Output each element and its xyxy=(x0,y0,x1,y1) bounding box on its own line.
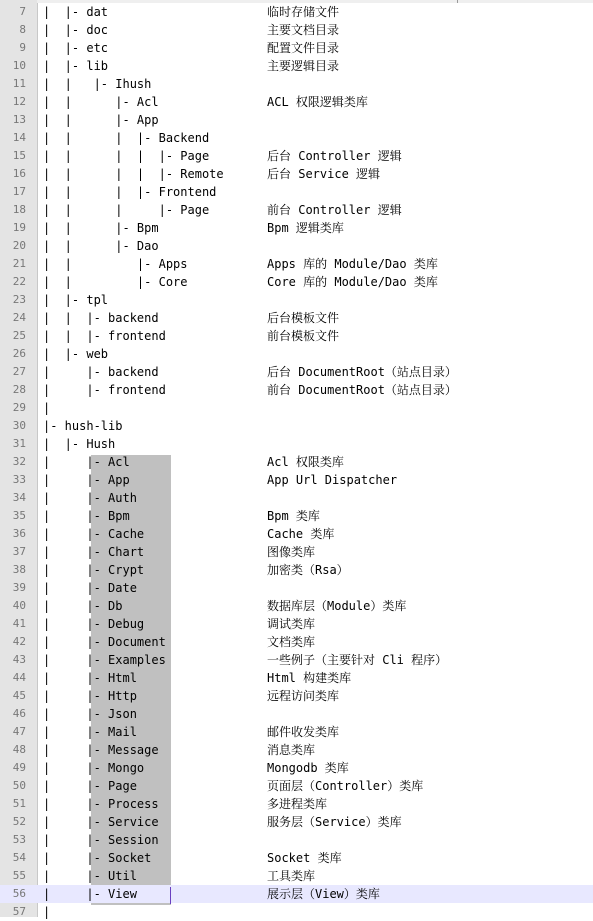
description-text: Core 库的 Module/Dao 类库 xyxy=(267,275,438,289)
line-number: 43 xyxy=(12,653,26,666)
line-number: 23 xyxy=(12,293,26,306)
line-number: 28 xyxy=(12,383,26,396)
editor-line[interactable] xyxy=(0,93,593,111)
editor-line[interactable] xyxy=(0,561,593,579)
description-text: 远程访问类库 xyxy=(267,689,340,703)
description-text: 后台模板文件 xyxy=(267,311,340,325)
tree-path-text: | |- backend xyxy=(43,365,159,379)
editor-line[interactable] xyxy=(0,525,593,543)
editor-line[interactable] xyxy=(0,903,593,921)
line-number: 14 xyxy=(12,131,26,144)
line-number: 49 xyxy=(12,761,26,774)
tree-path-text: | |- Html xyxy=(43,671,137,685)
description-text: 后台 Controller 逻辑 xyxy=(267,149,402,163)
line-number: 9 xyxy=(19,41,26,54)
editor-line[interactable] xyxy=(0,831,593,849)
description-text: 主要逻辑目录 xyxy=(267,59,340,73)
line-number: 13 xyxy=(12,113,26,126)
line-number: 7 xyxy=(19,5,26,18)
tree-path-text: | | |- Dao xyxy=(43,239,159,253)
description-text: 后台 Service 逻辑 xyxy=(267,167,381,181)
description-text: 后台 DocumentRoot（站点目录） xyxy=(267,365,457,379)
description-text: Socket 类库 xyxy=(267,851,342,865)
editor-line[interactable] xyxy=(0,813,593,831)
tree-path-text: | |- View xyxy=(43,887,137,901)
description-text: 多进程类库 xyxy=(267,797,328,811)
editor-line[interactable] xyxy=(0,21,593,39)
line-number: 40 xyxy=(12,599,26,612)
editor-line[interactable] xyxy=(0,795,593,813)
editor-line[interactable] xyxy=(0,507,593,525)
description-text: 服务层（Service）类库 xyxy=(267,815,402,829)
description-text: 展示层（View）类库 xyxy=(267,887,380,901)
tree-path-text: | | |- Core xyxy=(43,275,188,289)
editor-line[interactable] xyxy=(0,777,593,795)
tree-path-text: | | |- Bpm xyxy=(43,221,159,235)
tree-path-text: | |- Hush xyxy=(43,437,116,451)
description-text: 主要文档目录 xyxy=(267,23,340,37)
line-number: 52 xyxy=(12,815,26,828)
tree-path-text: | |- Examples xyxy=(43,653,166,667)
editor-line[interactable] xyxy=(0,417,593,435)
editor-line[interactable] xyxy=(0,309,593,327)
description-text: 消息类库 xyxy=(267,743,316,757)
description-text: Mongodb 类库 xyxy=(267,761,349,775)
tree-path-text: | |- Debug xyxy=(43,617,145,631)
line-number: 10 xyxy=(12,59,26,72)
description-text: Acl 权限类库 xyxy=(267,455,344,469)
line-number: 27 xyxy=(12,365,26,378)
line-number: 29 xyxy=(12,401,26,414)
line-number: 56 xyxy=(12,887,26,900)
editor-line[interactable] xyxy=(0,273,593,291)
description-text: Apps 库的 Module/Dao 类库 xyxy=(267,257,438,271)
tree-path-text: | | |- App xyxy=(43,113,159,127)
editor-line[interactable] xyxy=(0,291,593,309)
line-number: 45 xyxy=(12,689,26,702)
tree-path-text: | | | | |- Page xyxy=(43,149,210,163)
line-number: 17 xyxy=(12,185,26,198)
line-number: 20 xyxy=(12,239,26,252)
description-text: 数据库层（Module）类库 xyxy=(267,599,407,613)
description-text: 加密类（Rsa） xyxy=(267,563,349,577)
description-text: 前台 Controller 逻辑 xyxy=(267,203,402,217)
line-number: 41 xyxy=(12,617,26,630)
tree-path-text: | xyxy=(43,401,51,415)
editor-line[interactable] xyxy=(0,363,593,381)
editor-line[interactable] xyxy=(0,615,593,633)
editor-line[interactable] xyxy=(0,345,593,363)
line-number: 24 xyxy=(12,311,26,324)
line-number: 33 xyxy=(12,473,26,486)
tree-path-text: | |- etc xyxy=(43,41,109,55)
description-text: 文档类库 xyxy=(267,635,316,649)
editor-line[interactable] xyxy=(0,489,593,507)
editor-line[interactable] xyxy=(0,741,593,759)
editor-line[interactable] xyxy=(0,3,593,21)
line-number: 57 xyxy=(12,905,26,918)
line-number: 18 xyxy=(12,203,26,216)
line-number: 30 xyxy=(12,419,26,432)
tree-path-text: | | |- backend xyxy=(43,311,159,325)
line-number: 34 xyxy=(12,491,26,504)
editor-line[interactable] xyxy=(0,669,593,687)
line-number: 42 xyxy=(12,635,26,648)
line-number: 37 xyxy=(12,545,26,558)
line-number: 51 xyxy=(12,797,26,810)
editor-line[interactable] xyxy=(0,255,593,273)
line-number: 19 xyxy=(12,221,26,234)
editor-line[interactable] xyxy=(0,111,593,129)
tree-path-text: | | | |- Page xyxy=(43,203,210,217)
description-text: 临时存储文件 xyxy=(267,5,340,19)
tree-path-text: | |- Cache xyxy=(43,527,145,541)
tree-path-text: | |- web xyxy=(43,347,109,361)
tree-path-text: | |- doc xyxy=(43,23,109,37)
line-number: 54 xyxy=(12,851,26,864)
editor-line[interactable] xyxy=(0,75,593,93)
line-number: 25 xyxy=(12,329,26,342)
tree-path-text: | |- dat xyxy=(43,5,109,19)
line-number: 31 xyxy=(12,437,26,450)
tree-path-text: | |- Db xyxy=(43,599,123,613)
editor-line[interactable] xyxy=(0,885,593,903)
editor-line[interactable] xyxy=(0,183,593,201)
description-text: 配置文件目录 xyxy=(267,41,340,55)
tree-path-text: | |- Date xyxy=(43,581,137,595)
line-number: 53 xyxy=(12,833,26,846)
description-text: Cache 类库 xyxy=(267,527,335,541)
editor-line[interactable] xyxy=(0,237,593,255)
description-text: 前台模板文件 xyxy=(267,329,340,343)
tree-path-text: | |- lib xyxy=(43,59,109,73)
tree-path-text: | | |- frontend xyxy=(43,329,166,343)
editor-line[interactable] xyxy=(0,165,593,183)
tree-path-text: | |- Chart xyxy=(43,545,145,559)
tree-path-text: | |- Session xyxy=(43,833,159,847)
editor-line[interactable] xyxy=(0,201,593,219)
tree-path-text: | |- Json xyxy=(43,707,137,721)
line-number: 22 xyxy=(12,275,26,288)
tree-path-text: | |- frontend xyxy=(43,383,166,397)
editor-line[interactable] xyxy=(0,471,593,489)
tree-path-text: | |- Bpm xyxy=(43,509,130,523)
editor-line[interactable] xyxy=(0,867,593,885)
description-text: Html 构建类库 xyxy=(267,671,352,685)
line-number: 15 xyxy=(12,149,26,162)
line-number: 38 xyxy=(12,563,26,576)
editor-line[interactable] xyxy=(0,453,593,471)
line-number: 32 xyxy=(12,455,26,468)
editor-line[interactable] xyxy=(0,687,593,705)
description-text: Bpm 类库 xyxy=(267,509,320,523)
line-number: 8 xyxy=(19,23,26,36)
tree-path-text: | |- Crypt xyxy=(43,563,145,577)
editor-line[interactable] xyxy=(0,705,593,723)
tree-path-text: | |- Http xyxy=(43,689,137,703)
editor-line[interactable] xyxy=(0,597,593,615)
tree-path-text: |- hush-lib xyxy=(43,419,123,433)
editor-line[interactable] xyxy=(0,147,593,165)
description-text: 前台 DocumentRoot（站点目录） xyxy=(267,383,457,397)
editor-line[interactable] xyxy=(0,327,593,345)
tree-path-text: | | |- Acl xyxy=(43,95,159,109)
description-text: Bpm 逻辑类库 xyxy=(267,221,344,235)
editor-line[interactable] xyxy=(0,129,593,147)
tree-path-text: | |- App xyxy=(43,473,130,487)
description-text: ACL 权限逻辑类库 xyxy=(267,95,368,109)
description-text: 页面层（Controller）类库 xyxy=(267,779,424,793)
line-number: 50 xyxy=(12,779,26,792)
line-number: 55 xyxy=(12,869,26,882)
tree-path-text: | | | |- Backend xyxy=(43,131,210,145)
tree-path-text: | | |- Apps xyxy=(43,257,188,271)
editor-line[interactable] xyxy=(0,381,593,399)
line-number: 46 xyxy=(12,707,26,720)
editor-line[interactable] xyxy=(0,399,593,417)
tree-path-text: | |- Message xyxy=(43,743,159,757)
tree-path-text: | xyxy=(43,905,51,919)
tree-path-text: | |- Socket xyxy=(43,851,152,865)
line-number: 48 xyxy=(12,743,26,756)
tree-path-text: | |- Page xyxy=(43,779,137,793)
text-caret xyxy=(170,887,171,904)
tree-path-text: | |- Util xyxy=(43,869,137,883)
tree-path-text: | | | |- Frontend xyxy=(43,185,217,199)
tree-path-text: | |- Process xyxy=(43,797,159,811)
editor-line[interactable] xyxy=(0,39,593,57)
editor-line[interactable] xyxy=(0,435,593,453)
line-number: 21 xyxy=(12,257,26,270)
tree-path-text: | | |- Ihush xyxy=(43,77,152,91)
tree-path-text: | |- tpl xyxy=(43,293,109,307)
line-number: 39 xyxy=(12,581,26,594)
editor-line[interactable] xyxy=(0,849,593,867)
description-text: 调试类库 xyxy=(267,617,316,631)
line-number: 26 xyxy=(12,347,26,360)
line-number: 44 xyxy=(12,671,26,684)
description-text: 图像类库 xyxy=(267,545,316,559)
editor-line[interactable] xyxy=(0,759,593,777)
editor-line[interactable] xyxy=(0,543,593,561)
tree-path-text: | |- Mongo xyxy=(43,761,145,775)
tree-path-text: | |- Acl xyxy=(43,455,130,469)
description-text: 工具类库 xyxy=(267,869,316,883)
tree-path-text: | |- Service xyxy=(43,815,159,829)
editor-line[interactable] xyxy=(0,57,593,75)
description-text: 邮件收发类库 xyxy=(267,725,340,739)
description-text: App Url Dispatcher xyxy=(267,473,398,487)
line-number: 36 xyxy=(12,527,26,540)
editor-line[interactable] xyxy=(0,723,593,741)
tree-path-text: | |- Document xyxy=(43,635,166,649)
editor-line[interactable] xyxy=(0,651,593,669)
line-number: 12 xyxy=(12,95,26,108)
editor-line[interactable] xyxy=(0,219,593,237)
description-text: 一些例子（主要针对 Cli 程序） xyxy=(267,653,448,667)
line-number: 11 xyxy=(12,77,26,90)
tree-path-text: | |- Mail xyxy=(43,725,137,739)
line-number: 47 xyxy=(12,725,26,738)
editor-line[interactable] xyxy=(0,633,593,651)
tree-path-text: | |- Auth xyxy=(43,491,137,505)
tree-path-text: | | | | |- Remote xyxy=(43,167,224,181)
editor-line[interactable] xyxy=(0,579,593,597)
line-number: 16 xyxy=(12,167,26,180)
line-number: 35 xyxy=(12,509,26,522)
